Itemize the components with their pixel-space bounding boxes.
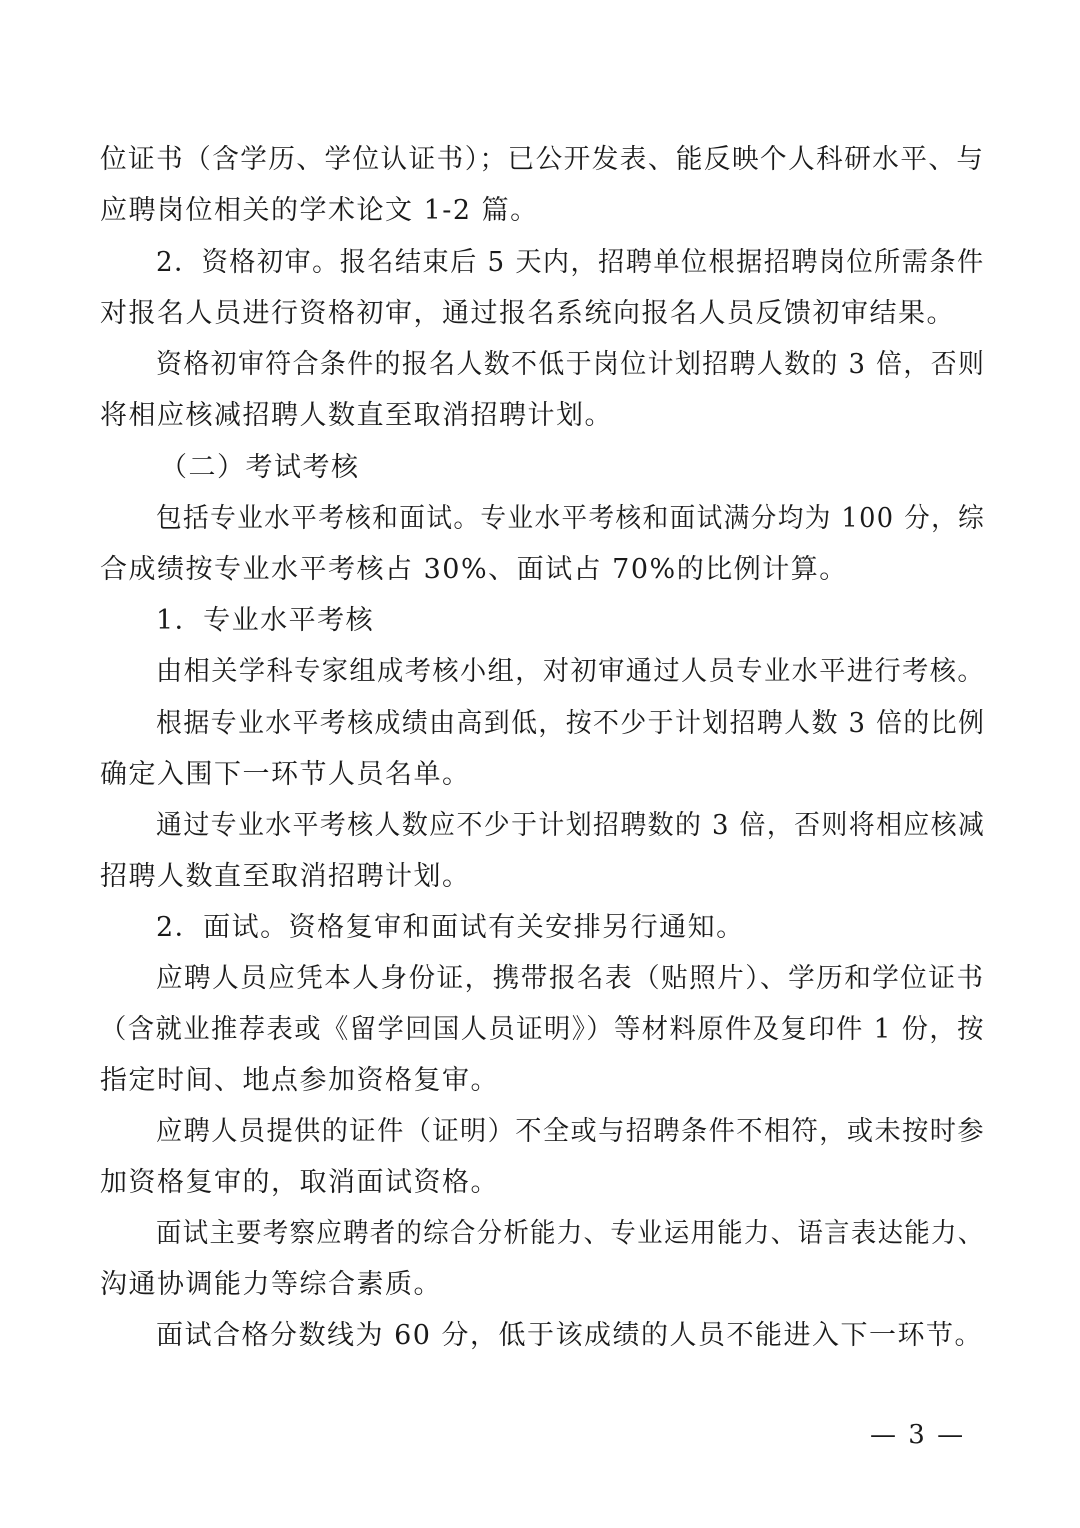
text-line: （含就业推荐表或《留学回国人员证明》）等材料原件及复印件 1 份，按 [100, 1014, 985, 1045]
text-line: 确定入围下一环节人员名单。 [100, 759, 471, 790]
text-line: 招聘人数直至取消招聘计划。 [100, 861, 471, 892]
text-line: 资格初审符合条件的报名人数不低于岗位计划招聘人数的 3 倍，否则 [156, 349, 986, 380]
text-line: 2．资格初审。报名结束后 5 天内，招聘单位根据招聘岗位所需条件 [156, 247, 985, 278]
text-line: 将相应核减招聘人数直至取消招聘计划。 [100, 400, 613, 431]
text-line: 合成绩按专业水平考核占 30%、面试占 70%的比例计算。 [100, 554, 848, 585]
text-line: 根据专业水平考核成绩由高到低，按不少于计划招聘人数 3 倍的比例 [156, 708, 986, 739]
text-line: 面试主要考察应聘者的综合分析能力、专业运用能力、语言表达能力、 [156, 1218, 985, 1249]
text-line: 面试合格分数线为 60 分，低于该成绩的人员不能进入下一环节。 [156, 1320, 984, 1351]
text-line: 通过专业水平考核人数应不少于计划招聘数的 3 倍，否则将相应核减 [156, 810, 986, 841]
text-line: 包括专业水平考核和面试。专业水平考核和面试满分均为 100 分，综 [156, 503, 986, 534]
text-line: 对报名人员进行资格初审，通过报名系统向报名人员反馈初审结果。 [100, 298, 955, 329]
page-number: — 3 — [870, 1420, 966, 1450]
text-line: 2．面试。资格复审和面试有关安排另行通知。 [156, 912, 745, 943]
text-line: 沟通协调能力等综合素质。 [100, 1269, 442, 1300]
text-line: 应聘岗位相关的学术论文 1-2 篇。 [100, 195, 539, 226]
text-line: 应聘人员应凭本人身份证，携带报名表（贴照片）、学历和学位证书 [156, 963, 985, 994]
text-line: 位证书（含学历、学位认证书）；已公开发表、能反映个人科研水平、与 [100, 144, 985, 175]
section-heading: （二）考试考核 [160, 452, 360, 483]
text-line: 指定时间、地点参加资格复审。 [100, 1065, 499, 1096]
text-line: 应聘人员提供的证件（证明）不全或与招聘条件不相符，或未按时参 [156, 1116, 986, 1147]
subsection-heading: 1．专业水平考核 [156, 605, 375, 636]
text-line: 加资格复审的，取消面试资格。 [100, 1167, 499, 1198]
text-line: 由相关学科专家组成考核小组，对初审通过人员专业水平进行考核。 [156, 656, 986, 687]
